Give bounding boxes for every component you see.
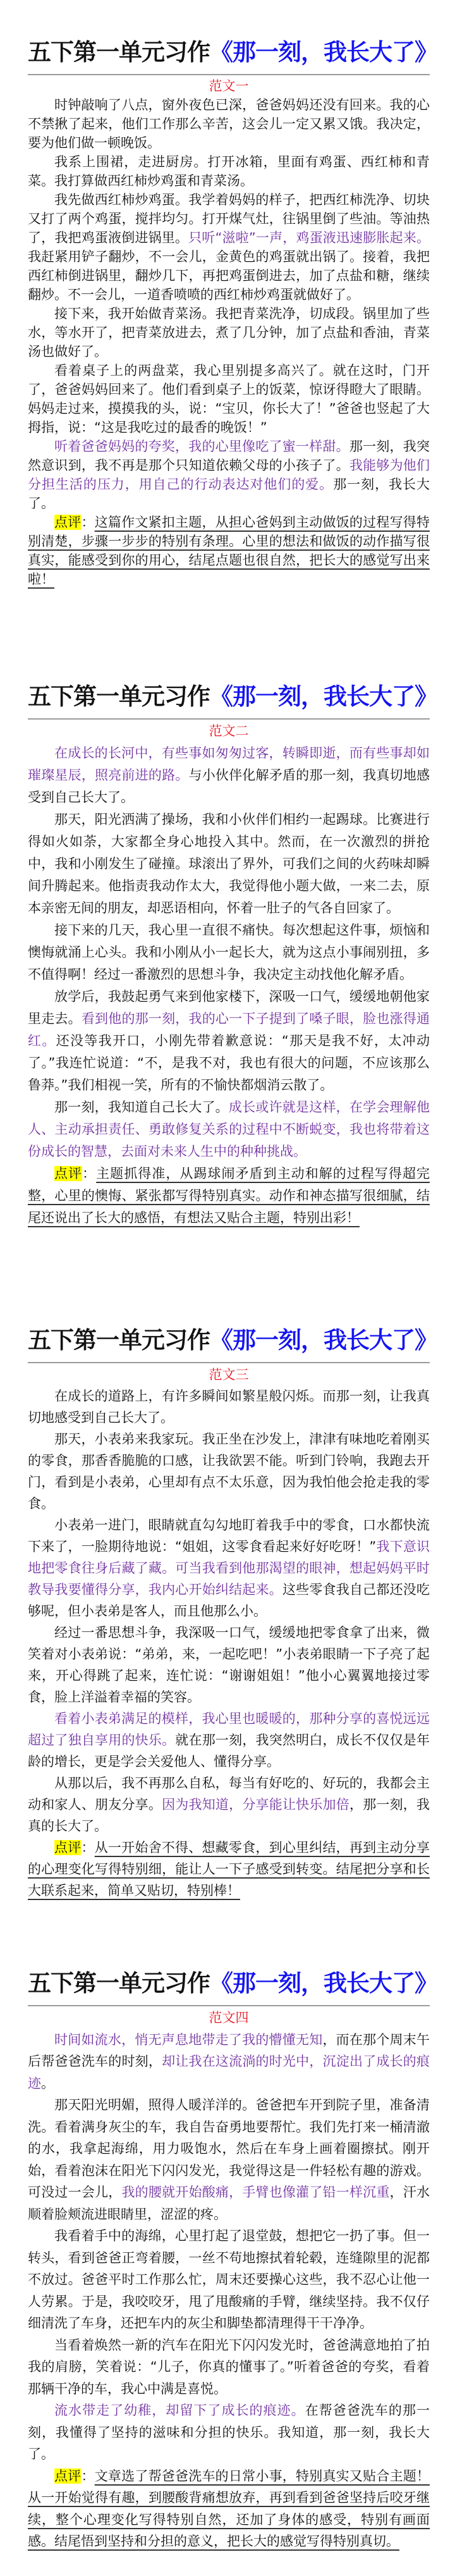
highlighted-sentence: 只听“滋啦”一声，鸡蛋液迅速膨胀起来。 bbox=[188, 230, 430, 245]
teacher-comment bbox=[28, 2465, 430, 2553]
title-unit-text: 五下第一单元习作 bbox=[28, 1970, 210, 1997]
sample-essay-label: 范文四 bbox=[209, 2010, 249, 2025]
essay-title bbox=[28, 1327, 437, 1354]
sample-essay-label: 范文二 bbox=[209, 723, 249, 739]
essay-paragraph bbox=[28, 2334, 430, 2400]
sample-essay-label: 范文一 bbox=[209, 78, 249, 94]
title-essay-name: 《那一刻，我长大了》 bbox=[210, 683, 437, 710]
essay-paragraph bbox=[28, 190, 430, 304]
title-essay-name: 《那一刻，我长大了》 bbox=[210, 39, 437, 66]
essay-paragraph bbox=[28, 2094, 430, 2225]
comment-text: 从一开始舍不得、想藏零食，到心里纠结，再到主动分享的心理变化写得特别细，能让人一下子感受到转变。结尾把分享和长大联系起来，简单又贴切，特别棒！ bbox=[28, 1840, 430, 1898]
divider bbox=[28, 718, 430, 720]
paragraph-text: 在帮爸爸洗车的那一刻，我懂得了坚持的滋味和分担的快乐。我知道，那一刻，我长大了。 bbox=[28, 2403, 430, 2462]
comment-colon: ： bbox=[81, 2468, 95, 2484]
essay-title bbox=[28, 1970, 437, 1997]
paragraph-text: 接下来的几天，我心里一直很不痛快。每次想起这件事，烦恼和懊悔就涌上心头。我和小刚从小一起长大，就为这点小事闹别扭，多不值得啊！经过一番激烈的思想斗争，我决定主动找他化解矛盾。 bbox=[28, 923, 430, 982]
paragraph-text: 我赶紧用铲子翻炒，不一会儿，金黄色的鸡蛋就出锅了。接着，我把西红柿倒进锅里，翻炒几下，再把鸡蛋倒进去，加了点盐和糖，继续翻炒。不一会儿，一道香喷喷的西红柿炒鸡蛋就做好了。 bbox=[28, 249, 430, 302]
title-essay-name: 《那一刻，我长大了》 bbox=[210, 1970, 437, 1997]
essay-paragraph bbox=[28, 1385, 430, 1428]
divider bbox=[28, 1362, 430, 1363]
paragraph-text: 从那以后，我不再那么自私，每当有好吃的、好玩的，我都会主动和家人、朋友分享。 bbox=[28, 1776, 430, 1812]
highlighted-sentence: 时间如流水，悄无声息地带走了我的懵懂无知 bbox=[54, 2032, 323, 2047]
paragraph-text: 那一刻，我知道自己长大了。 bbox=[54, 1100, 229, 1115]
highlighted-sentence: 听着爸爸妈妈的夸奖，我的心里像吃了蜜一样甜。 bbox=[54, 439, 349, 454]
highlighted-sentence: 流水带走了幼稚，却留下了成长的痕迹。 bbox=[54, 2403, 305, 2418]
essay-paragraph bbox=[28, 809, 430, 919]
comment-tag: 点评 bbox=[54, 2468, 82, 2484]
essay-paragraph bbox=[28, 304, 430, 361]
paragraph-text: 经过一番思想斗争，我深吸一口气，缓缓地把零食拿了出来，微笑着对小表弟说：“弟弟，来，一起吃吧！”小表弟眼睛一下子亮了起来，开心得跳了起来，连忙说：“谢谢姐姐！”他小心翼翼地接过零食，脸上洋溢着幸福的笑容。 bbox=[28, 1625, 430, 1705]
paragraph-text: 我先做西红柿炒鸡蛋。我学着妈妈的样子，把西红柿洗净、切块又打了两个鸡蛋，搅拌均匀。打开煤气灶，往锅里倒了些油。等油热了，我把鸡蛋液倒进锅里。 bbox=[28, 192, 430, 245]
divider bbox=[28, 74, 430, 75]
essay-section-4 bbox=[28, 1970, 437, 2553]
teacher-comment bbox=[28, 513, 430, 589]
comment-text: 文章选了帮爸爸洗车的日常小事，特别真实又贴合主题！从一开始觉得有趣，到腰酸背痛想放弃，再到看到爸爸坚持后咬牙继续，整个心理变化写得特别自然，还加了身体的感受，特别有画面感。结尾悟到坚持和分担的意义，把长大的感觉写得特别真切。 bbox=[28, 2468, 430, 2549]
essay-paragraph bbox=[28, 742, 430, 809]
highlighted-sentence: 因为我知道，分享能让快乐加倍 bbox=[162, 1797, 349, 1812]
essay-paragraph bbox=[28, 2029, 430, 2095]
highlighted-sentence: 看着小表弟满足的模样，我心里也暖暖的，那种分享的喜悦远远超过了独自享用的快乐。 bbox=[28, 1711, 430, 1748]
paragraph-text: 与小伙伴化解矛盾的那一刻，我真切地感受到自己长大了。 bbox=[28, 768, 430, 805]
comment-colon: ： bbox=[81, 1840, 95, 1855]
comment-text: 这篇作文紧扣主题，从担心爸妈到主动做饭的过程写得特别清楚，步骤一步步的特别有条理。心里的想法和做饭的动作描写很真实，能感受到你的用心，结尾点题也很自然，把长大的感觉写出来啦！ bbox=[28, 515, 430, 587]
paragraph-text: ，汗水顺着脸颊流进眼睛里，涩涩的疼。 bbox=[28, 2185, 430, 2222]
paragraph-text: 当看着焕然一新的汽车在阳光下闪闪发光时，爸爸满意地拍了拍我的肩膀，笑着说：“儿子，你真的懂事了。”听着爸爸的夸奖，看着那辆干净的车，我心中满是喜悦。 bbox=[28, 2337, 430, 2396]
paragraph-text: 那一刻，我长大了。 bbox=[28, 477, 430, 511]
essay-paragraph bbox=[28, 1428, 430, 1514]
comment-colon: ： bbox=[82, 1166, 97, 1181]
paragraph-text: 。 bbox=[41, 2075, 54, 2091]
essay-paragraph bbox=[28, 95, 430, 152]
essay-title bbox=[28, 683, 437, 710]
title-unit-text: 五下第一单元习作 bbox=[28, 683, 210, 710]
paragraph-text: 那一刻，我突然意识到，我不再是那个只知道依赖父母的小孩子了。 bbox=[28, 439, 430, 473]
highlighted-sentence: 看到他的那一刻，我的心一下子提到了嗓子眼，脸也涨得通红。 bbox=[28, 1011, 430, 1048]
comment-colon: ： bbox=[81, 515, 95, 530]
essay-section-1 bbox=[28, 39, 437, 589]
essay-paragraph bbox=[28, 437, 430, 513]
essay-paragraph bbox=[28, 1708, 430, 1772]
teacher-comment bbox=[28, 1837, 430, 1901]
paragraph-text: ，而在那个周末午后帮爸爸洗车的时刻， bbox=[28, 2032, 430, 2069]
paragraph-text: 放学后，我鼓起勇气来到他家楼下，深吸一口气，缓缓地朝他家里走去。 bbox=[28, 989, 430, 1026]
paragraph-text: ，那一刻，我真的长大了。 bbox=[28, 1797, 430, 1834]
essay-paragraph bbox=[28, 1514, 430, 1622]
paragraph-text: 我系上围裙，走进厨房。打开冰箱，里面有鸡蛋、西红柿和青菜。我打算做西红柿炒鸡蛋和青菜汤。 bbox=[28, 154, 430, 188]
essay-paragraph bbox=[28, 2400, 430, 2465]
paragraph-text: 还没等我开口，小刚先带着歉意说：“那天是我不好，太冲动了。”我连忙说道：“不，是我不对，我也有很大的问题，不应该那么鲁莽。”我们相视一笑，所有的不愉快都烟消云散了。 bbox=[28, 1033, 430, 1093]
divider bbox=[28, 2005, 430, 2006]
essay-title bbox=[28, 39, 437, 66]
paragraph-text: 就在那一刻，我突然明白，成长不仅仅是年龄的增长，更是学会关爱他人、懂得分享。 bbox=[28, 1733, 430, 1769]
essay-section-3 bbox=[28, 1327, 437, 1901]
essay-section-2 bbox=[28, 683, 437, 1229]
highlighted-sentence: 我能够为他们分担生活的压力，用自己的行动表达对他们的爱。 bbox=[28, 458, 430, 492]
paragraph-text: 时钟敲响了八点，窗外夜色已深，爸爸妈妈还没有回来。我的心不禁揪了起来，他们工作那么辛苦，这会儿一定又累又饿。我决定，要为他们做一顿晚饭。 bbox=[28, 97, 430, 150]
essay-paragraph bbox=[28, 986, 430, 1096]
essay-paragraph bbox=[28, 1622, 430, 1708]
paragraph-text: 那天阳光明媚，照得人暖洋洋的。爸爸把车开到院子里，准备清洗。看着满身灰尘的车，我自告奋勇地要帮忙。我们先打来一桶清澈的水，我拿起海绵，用力吸饱水，然后在车身上画着圈擦拭。刚开始，看着泡沫在阳光下闪闪发光，我觉得这是一件轻松有趣的游戏。可没过一会儿， bbox=[28, 2097, 430, 2200]
essay-paragraph bbox=[28, 152, 430, 190]
highlighted-sentence: 成长或许就是这样，在学会理解他人、主动承担责任、勇敢修复关系的过程中不断蜕变，我也将带着这份成长的智慧，去面对未来人生中的种种挑战。 bbox=[28, 1100, 430, 1159]
paragraph-text: 看着桌子上的两盘菜，我心里别提多高兴了。就在这时，门开了，爸爸妈妈回来了。他们看到桌子上的饭菜，惊讶得瞪大了眼睛。妈妈走过来，摸摸我的头，说：“宝贝，你长大了！”爸爸也竖起了大拇指，说：“这是我吃过的最香的晚饭！” bbox=[28, 363, 430, 435]
essay-paragraph bbox=[28, 919, 430, 986]
paragraph-text: 那天，阳光洒满了操场，我和小伙伴们相约一起踢球。比赛进行得如火如荼，大家都全身心地投入其中。然而，在一次激烈的拼抢中，我和小刚发生了碰撞。球滚出了界外，可我们之间的火药味却瞬间升腾起来。他指责我动作太大，我觉得他小题大做，一来二去，原本亲密无间的朋友，却恶语相向，怀着一肚子的气各自回家了。 bbox=[28, 812, 430, 916]
title-essay-name: 《那一刻，我长大了》 bbox=[210, 1327, 437, 1354]
essay-paragraph bbox=[28, 1772, 430, 1837]
highlighted-sentence: 在成长的长河中，有些事如匆匆过客，转瞬即逝，而有些事却如璀璨星辰，照亮前进的路。 bbox=[28, 745, 430, 783]
paragraph-text: 在成长的道路上，有许多瞬间如繁星般闪烁。而那一刻，让我真切地感受到自己长大了。 bbox=[28, 1389, 430, 1425]
comment-text: 主题抓得准，从踢球闹矛盾到主动和解的过程写得超完整，心里的懊悔、紧张都写得特别真实。动作和神态描写很细腻，结尾还说出了长大的感悟，有想法又贴合主题，特别出彩！ bbox=[28, 1166, 430, 1225]
paragraph-text: 小表弟一进门，眼睛就直勾勾地盯着我手中的零食，口水都快流下来了，一脸期待地说：“姐姐，这零食看起来好好吃呀！” bbox=[28, 1518, 430, 1554]
essay-paragraph bbox=[28, 361, 430, 437]
paragraph-text: 那天，小表弟来我家玩。我正坐在沙发上，津津有味地吃着刚买的零食，那香香脆脆的口感，让我欲罢不能。听到门铃响，我跑去开门，看到是小表弟，心里却有点不太乐意，因为我怕他会抢走我的零食。 bbox=[28, 1432, 430, 1511]
paragraph-text: 我看着手中的海绵，心里打起了退堂鼓，想把它一扔了事。但一转头，看到爸爸正弯着腰，一丝不苟地擦拭着轮毂，连缝隙里的泥都不放过。爸爸平时工作那么忙，周末还要操心这些，我不忍心让他一人劳累。于是，我咬咬牙，甩了甩酸痛的手臂，继续坚持。我不仅仔细清洗了车身，还把车内的灰尘和脚垫都清理得干干净净。 bbox=[28, 2228, 430, 2331]
paragraph-text: 这些零食我自己都还没吃够呢，但小表弟是客人，而且他那么小。 bbox=[28, 1582, 430, 1619]
title-unit-text: 五下第一单元习作 bbox=[28, 39, 210, 66]
highlighted-sentence: 我下意识地把零食往身后藏了藏。可当我看到他那渴望的眼神，想起妈妈平时教导我要懂得分享，我内心开始纠结起来。 bbox=[28, 1539, 430, 1597]
teacher-comment bbox=[28, 1163, 430, 1229]
highlighted-sentence: 我的腰就开始酸痛，手臂也像灌了铅一样沉重 bbox=[121, 2185, 390, 2200]
paragraph-text: 接下来，我开始做青菜汤。我把青菜洗净，切成段。锅里加了些水，等水开了，把青菜放进去，煮了几分钟，加了点盐和香油，青菜汤也做好了。 bbox=[28, 306, 430, 359]
title-unit-text: 五下第一单元习作 bbox=[28, 1327, 210, 1354]
essay-paragraph bbox=[28, 1096, 430, 1163]
essay-paragraph bbox=[28, 2225, 430, 2334]
sample-essay-label: 范文三 bbox=[209, 1367, 249, 1382]
comment-tag: 点评 bbox=[54, 1840, 82, 1855]
comment-tag: 点评 bbox=[54, 515, 82, 530]
comment-tag: 点评 bbox=[54, 1166, 83, 1181]
highlighted-sentence: 却让我在这流淌的时光中，沉淀出了成长的痕迹 bbox=[28, 2054, 430, 2091]
